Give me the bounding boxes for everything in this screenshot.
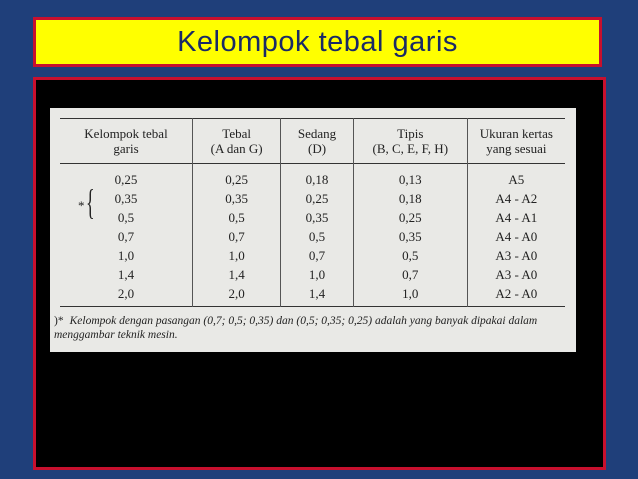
table-cell: 2,0 (117, 286, 135, 301)
table-row (60, 227, 565, 246)
table-cell: 1,0 (193, 246, 281, 265)
header-sedang: Sedang (D) (281, 119, 354, 164)
table-row (60, 189, 565, 208)
table-cell: 0,25 (114, 172, 138, 187)
table-cell: 0,7 (353, 265, 467, 284)
table-row (60, 284, 565, 307)
table-cell: A4 - A1 (467, 208, 565, 227)
table-cell: 0,13 (353, 164, 467, 190)
table-row (60, 164, 565, 190)
table-cell: 0,5 (281, 227, 354, 246)
table-cell: A3 - A0 (467, 265, 565, 284)
table-cell: A3 - A0 (467, 246, 565, 265)
table-cell: 1,0 (353, 284, 467, 307)
footnote-text: Kelompok dengan pasangan (0,7; 0,5; 0,35) dan (0,5; 0,35; 0,25) adalah yang banyak dipakai dalam menggambar teknik mesin. (54, 315, 538, 341)
table-row (60, 265, 565, 284)
table-cell: 1,4 (281, 284, 354, 307)
table-cell: A4 - A2 (467, 189, 565, 208)
table-cell: 1,4 (117, 267, 135, 282)
footnote-marker: )* (54, 315, 64, 327)
table-header-row (60, 119, 565, 164)
brace-icon: { (86, 182, 95, 222)
header-tipis: Tipis (B, C, E, F, H) (353, 119, 467, 164)
table-cell: 0,5 (193, 208, 281, 227)
header-tebal: Tebal (A dan G) (193, 119, 281, 164)
table-cell: 1,0 (117, 248, 135, 263)
table-cell: 0,25 (193, 164, 281, 190)
table-cell: 0,35 (353, 227, 467, 246)
table-cell: 0,35 (114, 191, 138, 206)
table-cell: 0,35 (281, 208, 354, 227)
content-panel (33, 77, 606, 470)
scanned-table-image (50, 108, 576, 352)
table-cell: 0,5 (353, 246, 467, 265)
header-kelompok: Kelompok tebal garis (84, 126, 168, 156)
table-cell: 1,0 (281, 265, 354, 284)
table-cell: 0,7 (281, 246, 354, 265)
table-cell: 0,25 (353, 208, 467, 227)
table-cell: 0,25 (281, 189, 354, 208)
table-cell: 0,18 (353, 189, 467, 208)
table-cell: 1,4 (193, 265, 281, 284)
table-cell: 0,18 (281, 164, 354, 190)
table-cell: 0,5 (117, 210, 135, 225)
header-ukuran-kertas: Ukuran kertas yang sesuai (467, 119, 565, 164)
table-footnote (54, 314, 570, 342)
slide-title: Kelompok tebal garis (177, 25, 458, 58)
table-cell: 0,35 (193, 189, 281, 208)
asterisk-marker: * (78, 198, 85, 213)
table-cell: 0,7 (117, 229, 135, 244)
title-banner (33, 17, 602, 67)
table-cell: 0,7 (193, 227, 281, 246)
table-row (60, 208, 565, 227)
line-thickness-table (60, 118, 565, 307)
table-row (60, 246, 565, 265)
table-cell: A4 - A0 (467, 227, 565, 246)
table-cell: A2 - A0 (467, 284, 565, 307)
table-cell: 2,0 (193, 284, 281, 307)
table-cell: A5 (467, 164, 565, 190)
